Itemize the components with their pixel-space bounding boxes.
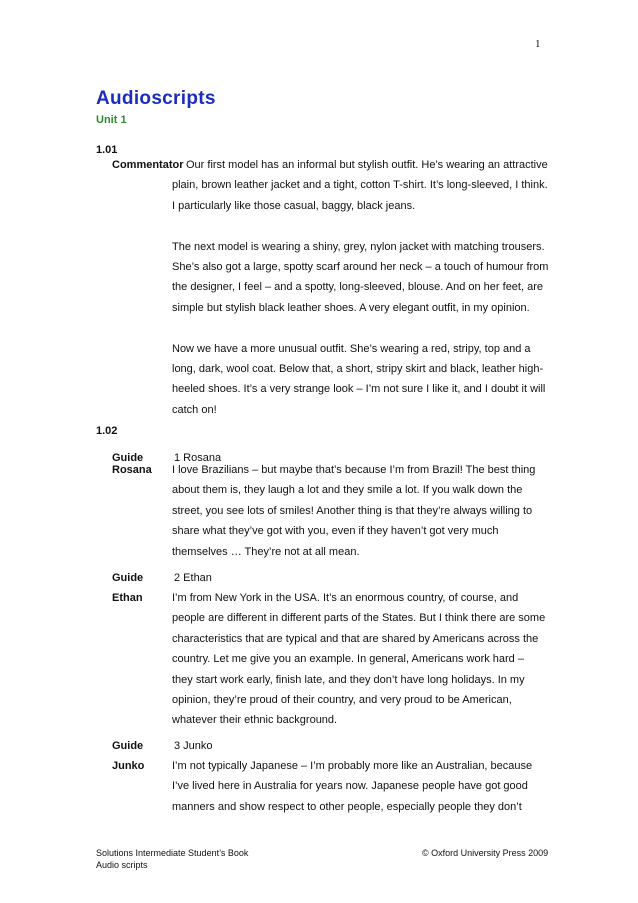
footer-left — [96, 847, 248, 871]
section-id-1-02: 1.02 — [96, 425, 118, 437]
commentator-paragraph-3: Now we have a more unusual outfit. She’s wearing a red, stripy, top and a long, dark, wool coat. Below that, a short, stripy skirt and black, leather high-heeled shoes. It’s a very strange look – I’m not sure I like it, and I doubt it will catch on! — [172, 342, 546, 416]
footer-book: Solutions Intermediate Student’s Book — [96, 848, 249, 858]
guide-heading-ethan: 2 Ethan — [174, 572, 212, 584]
page-number: 1 — [535, 38, 541, 50]
commentator-paragraph-1: Our first model has an informal but stylish outfit. He’s wearing an attractive plain, brown leather jacket and a tight, cotton T-shirt. It’s long-sleeved, I think. I particularly like those casual, baggy, black jeans. — [172, 159, 548, 212]
speaker-commentator: Commentator — [112, 159, 184, 171]
guide-label-2: Guide — [112, 572, 144, 584]
document-title: Audioscripts — [96, 88, 216, 109]
section-id-1-01: 1.01 — [96, 144, 118, 156]
guide-heading-rosana: 1 Rosana — [174, 452, 222, 464]
ethan-text: I’m from New York in the USA. It’s an enormous country, of course, and people are different in different parts of the States. But I think there are some characteristics that are typical and that are shared by Americans across the country. Let me give you an example. In general, Americans work hard – they start work early, finish late, and they don’t have long holidays. In my opinion, they’re proud of their country, and very proud to be American, whatever their ethnic background. — [172, 592, 546, 727]
junko-text: I’m not typically Japanese – I’m probably more like an Australian, because I’ve lived here in Australia for years now. Japanese people have got good manners and show respect to other people, especially people they don’t — [172, 760, 533, 813]
speaker-junko: Junko — [112, 760, 145, 772]
guide-heading-junko: 3 Junko — [174, 740, 213, 752]
unit-label: Unit 1 — [96, 114, 127, 126]
footer-copyright: © Oxford University Press 2009 — [422, 848, 549, 858]
guide-label-1: Guide — [112, 452, 144, 464]
speaker-rosana: Rosana — [112, 464, 152, 476]
commentator-paragraph-2: The next model is wearing a shiny, grey, nylon jacket with matching trousers. She’s also got a large, spotty scarf around her neck – a touch of humour from the designer, I feel – and a spotty, long-sleeved, blouse. And on her feet, are simple but stylish black leather shoes. A very elegant outfit, in my opinion. — [172, 240, 549, 314]
guide-label-3: Guide — [112, 740, 144, 752]
commentator-text — [172, 155, 550, 420]
rosana-text: I love Brazilians – but maybe that’s because I’m from Brazil! The best thing about them is, they laugh a lot and they smile a lot. If you walk down the street, you see lots of smiles! Another thing is that they’re always willing to share what they’ve got with you, even if they haven’t got very much themselves … They’re not at all mean. — [172, 464, 536, 558]
footer-sub: Audio scripts — [96, 860, 148, 870]
speaker-ethan: Ethan — [112, 592, 143, 604]
